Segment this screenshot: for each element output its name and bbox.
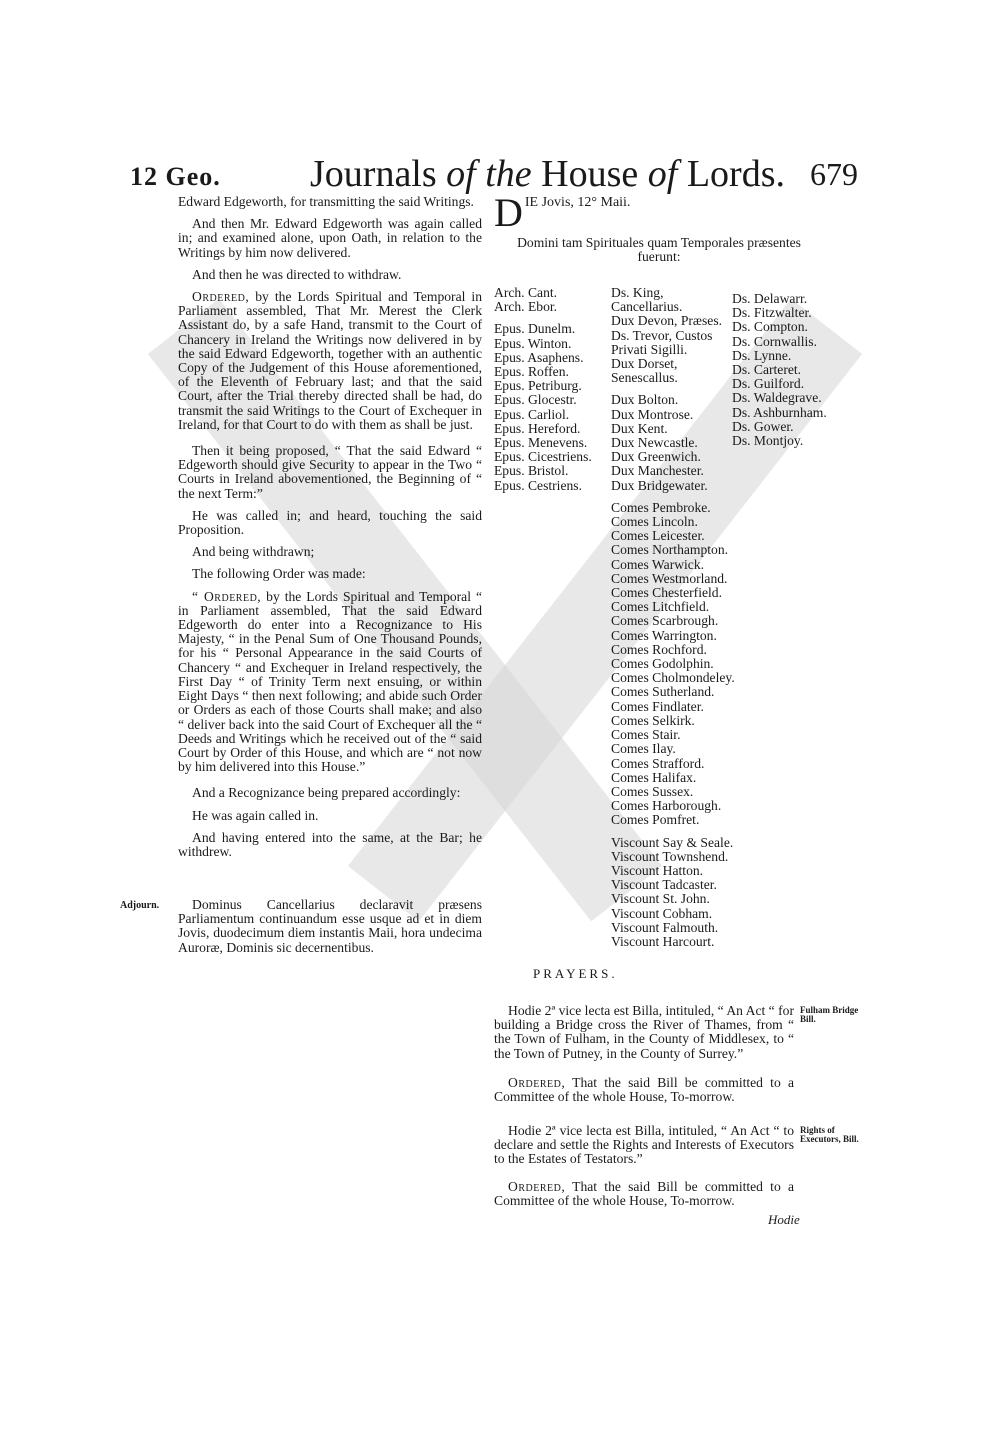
lord-entry: Ds. Compton.	[732, 319, 808, 335]
lords-column-spiritual	[494, 286, 604, 493]
lord-entry: Comes Strafford.	[611, 755, 705, 771]
lord-entry: Comes Findlater.	[611, 698, 704, 714]
executors-margin-note: Rights of Executors, Bill.	[800, 1125, 859, 1144]
order-executors: Ordered, That the said Bill be committed to a Committee of the whole House, To-morrow.	[494, 1179, 794, 1209]
lord-entry: Comes Halifax.	[611, 769, 697, 785]
lord-entry: Epus. Bristol.	[494, 463, 569, 479]
drop-cap: D	[494, 190, 523, 235]
lord-entry: Ds. Delawarr.	[732, 291, 808, 306]
lord-entry: Ds. Fitzwalter.	[732, 305, 812, 321]
para-10: And a Recognizance being prepared accordingly:	[192, 785, 461, 801]
lords-column-temporal	[611, 285, 735, 949]
para-6: He was called in; and heard, touching the said Proposition.	[178, 507, 482, 538]
para-1: Edward Edgeworth, for transmitting the said Writings.	[178, 194, 474, 209]
lord-entry: Ds. King, Cancellarius.	[611, 285, 683, 315]
lord-entry: Comes Northampton.	[611, 542, 729, 558]
catchword: Hodie	[768, 1212, 800, 1227]
lord-entry: Epus. Cicestriens.	[494, 449, 592, 465]
para-5: Then it being proposed, “ That the said Edward “ Edgeworth should give Security to appear in the Two “ Courts in Ireland abovementioned, the Beginning of “ the next Term:”	[178, 443, 482, 501]
lord-entry: Epus. Hereford.	[494, 420, 581, 436]
domini-line: Domini tam Spirituales quam Temporales præsentes fuerunt:	[517, 235, 801, 265]
regnal-year: 12 Geo.	[130, 162, 221, 191]
prayers-heading: PRAYERS.	[533, 966, 618, 981]
lord-entry: Comes Warrington.	[611, 627, 717, 643]
left-column	[178, 195, 482, 867]
para-4: Ordered, by the Lords Spiritual and Temporal in Parliament assembled, That Mr. Merest the Clerk Assistant do, by a safe Hand, transmit to the Court of Chancery in Ireland the Writings now delivered in by the said Edward Edgeworth, together with an authentic Copy of the Judgement of this House aforementioned, of the Eleventh of February last; and that the said Court, after the Trial thereby directed shall be had, do transmit the said Writings to the Court of Exchequer in Ireland, for that Court to do with them as shall be just.	[178, 289, 482, 432]
lord-entry: Ds. Cornwallis.	[732, 333, 817, 349]
lord-entry: Comes Sussex.	[611, 783, 694, 799]
order-fulham: Ordered, That the said Bill be committed to a Committee of the whole House, To-morrow.	[494, 1075, 794, 1105]
lord-entry: Comes Litchfield.	[611, 599, 710, 615]
lord-entry: Arch. Cant.	[494, 285, 558, 300]
lord-entry: Epus. Glocestr.	[494, 392, 577, 408]
lord-entry: Comes Westmorland.	[611, 570, 728, 586]
lord-entry: Epus. Petriburg.	[494, 378, 582, 394]
lord-entry: Ds. Lynne.	[732, 347, 792, 363]
lord-entry: Ds. Carteret.	[732, 362, 802, 378]
lord-entry: Dux Bridgewater.	[611, 477, 708, 493]
lord-entry: Comes Leicester.	[611, 528, 705, 544]
lord-entry: Comes Warwick.	[611, 556, 705, 572]
lord-entry: Comes Rochford.	[611, 641, 707, 657]
lord-entry: Comes Stair.	[611, 727, 681, 743]
lords-column-barons	[732, 292, 842, 448]
lord-entry: Comes Cholmondeley.	[611, 670, 735, 686]
lord-entry: Viscount Townshend.	[611, 848, 729, 864]
lord-entry: Epus. Cestriens.	[494, 477, 582, 493]
lord-entry: Viscount Cobham.	[611, 905, 713, 921]
lord-entry: Arch. Ebor.	[494, 299, 558, 315]
bill-fulham: Hodie 2ª vice lecta est Billa, intituled, “ An Act “ for building a Bridge cross the River of Thames, from “ the Town of Fulham, in the County of Middlesex, to “ the Town of Putney, in the County of Surrey.”	[494, 1003, 794, 1061]
para-11: He was again called in.	[192, 807, 319, 823]
lord-entry: Epus. Menevens.	[494, 435, 588, 451]
lord-entry: Ds. Trevor, Custos Privati Sigilli.	[611, 327, 713, 357]
lord-entry: Comes Lincoln.	[611, 514, 698, 530]
lord-entry: Viscount Tadcaster.	[611, 877, 717, 893]
lord-entry: Ds. Waldegrave.	[732, 390, 822, 406]
lord-entry: Comes Chesterfield.	[611, 585, 722, 601]
lord-entry: Epus. Winton.	[494, 335, 572, 351]
lord-entry: Ds. Gower.	[732, 418, 794, 434]
fulham-margin-note: Fulham Bridge Bill.	[800, 1005, 859, 1024]
bill-executors: Hodie 2ª vice lecta est Billa, intituled, “ An Act “ to declare and settle the Rights and Interests of Executors to the Estates of Testators.”	[494, 1123, 794, 1167]
lord-entry: Dux Montrose.	[611, 406, 694, 422]
para-7: And being withdrawn;	[192, 544, 315, 560]
lord-entry: Comes Ilay.	[611, 741, 676, 757]
lord-entry: Dux Kent.	[611, 420, 668, 436]
journal-title: Journals of the House of Lords.	[310, 153, 785, 195]
lord-entry: Epus. Carliol.	[494, 406, 570, 422]
lord-entry: Ds. Ashburnham.	[732, 404, 827, 420]
lord-entry: Viscount Falmouth.	[611, 919, 719, 935]
para-8: The following Order was made:	[192, 566, 366, 582]
lord-entry: Epus. Asaphens.	[494, 349, 584, 365]
lord-entry: Comes Scarbrough.	[611, 613, 719, 629]
para-12: And having entered into the same, at the Bar; he withdrew.	[178, 829, 482, 859]
lord-entry: Comes Harborough.	[611, 798, 722, 814]
lord-entry: Dux Manchester.	[611, 463, 704, 479]
lord-entry: Comes Sutherland.	[611, 684, 715, 700]
lord-entry: Viscount St. John.	[611, 891, 710, 907]
lord-entry: Comes Pomfret.	[611, 812, 700, 828]
para-2: And then Mr. Edward Edgeworth was again called in; and examined alone, upon Oath, in relation to the Writings by him now delivered.	[178, 216, 482, 260]
adjournment-paragraph: Dominus Cancellarius declaravit præsens Parliamentum continuandum esse usque ad et in diem Jovis, duodecimum diem instantis Maii, hora undecima Auroræ, Dominis sic decernentibus.	[178, 897, 482, 955]
lord-entry: Epus. Roffen.	[494, 364, 569, 380]
lord-entry: Dux Newcastle.	[611, 435, 698, 451]
page-number: 679	[810, 156, 858, 192]
lord-entry: Epus. Dunelm.	[494, 321, 576, 337]
para-3: And then he was directed to withdraw.	[192, 266, 402, 282]
lord-entry: Ds. Montjoy.	[732, 433, 804, 449]
lord-entry: Dux Greenwich.	[611, 449, 701, 465]
lord-entry: Comes Selkirk.	[611, 712, 695, 728]
lord-entry: Viscount Say & Seale.	[611, 834, 734, 850]
lord-entry: Dux Dorset, Senescallus.	[611, 356, 678, 386]
lord-entry: Viscount Harcourt.	[611, 933, 715, 949]
die-heading: D IE Jovis, 12° Maii.	[494, 190, 631, 235]
lord-entry: Dux Devon, Præses.	[611, 313, 723, 329]
lord-entry: Comes Pembroke.	[611, 499, 711, 515]
adjourn-margin-note: Adjourn.	[120, 900, 160, 911]
lord-entry: Dux Bolton.	[611, 392, 679, 408]
lord-entry: Viscount Hatton.	[611, 862, 704, 878]
lord-entry: Comes Godolphin.	[611, 656, 714, 672]
lord-entry: Ds. Guilford.	[732, 376, 805, 392]
para-9: “ Ordered, by the Lords Spiritual and Temporal “ in Parliament assembled, That the said Edward Edgeworth do enter into a Recognizance to His Majesty, “ in the Penal Sum of One Thousand Pounds, for his “ Personal Appearance in the said Courts of Chancery “ and Exchequer in Ireland respectively, the First Day “ of Trinity Term next ensuing, or within Eight Days “ then next following; and abide such Order or Orders as each of those Courts shall make; and also “ deliver back into the said Court of Exchequer all the “ Deeds and Writings which he received out of the “ said Court by Order of this House, and which are “ not now by him delivered into this House.”	[178, 588, 482, 775]
